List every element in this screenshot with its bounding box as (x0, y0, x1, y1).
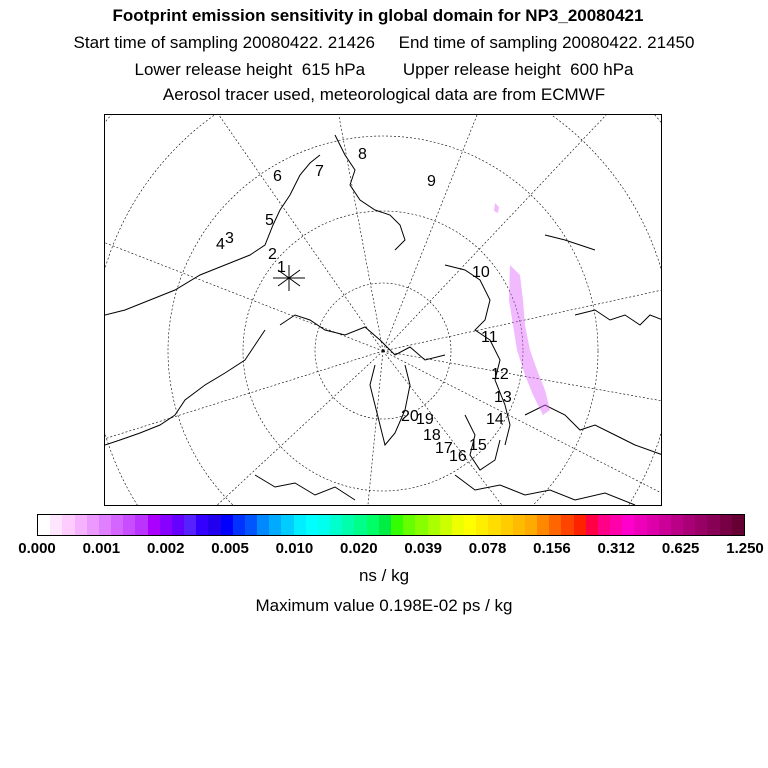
colorbar-segment (476, 515, 488, 535)
colorbar-segment (549, 515, 561, 535)
colorbar-segment (488, 515, 500, 535)
traj-label: 3 (225, 230, 234, 247)
colorbar-tick-label: 0.156 (533, 540, 571, 557)
traj-label: 12 (491, 366, 509, 383)
colorbar-segment (379, 515, 391, 535)
colorbar-segment (403, 515, 415, 535)
colorbar-segment (452, 515, 464, 535)
colorbar-segment (622, 515, 634, 535)
colorbar-segment (294, 515, 306, 535)
latitude-circles (105, 115, 662, 506)
traj-label: 11 (481, 329, 498, 346)
footprint-map (104, 114, 662, 506)
colorbar-tick-label: 0.039 (404, 540, 442, 557)
colorbar-segment (135, 515, 147, 535)
colorbar (37, 514, 745, 536)
traj-label: 17 (435, 440, 453, 457)
coastlines (105, 135, 662, 505)
colorbar-segment (428, 515, 440, 535)
traj-label: 14 (486, 411, 504, 428)
colorbar-segment (732, 515, 744, 535)
colorbar-segment (634, 515, 646, 535)
colorbar-segment (123, 515, 135, 535)
colorbar-segment (659, 515, 671, 535)
colorbar-segment (440, 515, 452, 535)
colorbar-segment (464, 515, 476, 535)
traj-label: 16 (449, 448, 467, 465)
sampling-time-line: Start time of sampling 20080422. 21426 End time of sampling 20080422. 21450 (73, 33, 695, 52)
colorbar-segment (574, 515, 586, 535)
colorbar-segment (257, 515, 269, 535)
colorbar-tick-label: 0.005 (211, 540, 249, 557)
colorbar-tick-label: 0.625 (661, 540, 700, 557)
colorbar-segment (330, 515, 342, 535)
colorbar-segment (354, 515, 366, 535)
colorbar-segment (610, 515, 622, 535)
traj-label: 7 (315, 163, 324, 180)
colorbar-segment (647, 515, 659, 535)
tracer-info-line: Aerosol tracer used, meteorological data are from ECMWF (162, 85, 606, 104)
colorbar-segment (75, 515, 87, 535)
traj-label: 13 (494, 389, 512, 406)
colorbar-tick-label: 0.000 (18, 540, 56, 557)
colorbar-segment (196, 515, 208, 535)
trajectory-labels (216, 146, 512, 465)
colorbar-segment (415, 515, 427, 535)
maximum-value: Maximum value 0.198E-02 ps / kg (255, 596, 513, 615)
traj-label: 18 (423, 427, 441, 444)
colorbar-segment (342, 515, 354, 535)
release-height-line: Lower release height 615 hPa Upper release height 600 hPa (134, 60, 634, 79)
traj-label: 6 (273, 168, 282, 185)
colorbar-tick-label: 0.002 (146, 540, 185, 557)
colorbar-segment (707, 515, 719, 535)
colorbar-segment (367, 515, 379, 535)
colorbar-segment (111, 515, 123, 535)
colorbar-tick-label: 0.312 (597, 540, 636, 557)
colorbar-segment (513, 515, 525, 535)
colorbar-segment (148, 515, 160, 535)
colorbar-tick-label: 0.001 (82, 540, 121, 557)
colorbar-segment (87, 515, 99, 535)
traj-label: 20 (401, 408, 419, 425)
meridian-lines (105, 115, 662, 506)
figure-title: Footprint emission sensitivity in global domain for NP3_20080421 (112, 6, 644, 25)
colorbar-segment (695, 515, 707, 535)
colorbar-tick-label: 0.020 (340, 540, 378, 557)
colorbar-segment (598, 515, 610, 535)
colorbar-segment (269, 515, 281, 535)
colorbar-segment (221, 515, 233, 535)
colorbar-segment (683, 515, 695, 535)
colorbar-segment (38, 515, 50, 535)
colorbar-segment (233, 515, 245, 535)
colorbar-segment (62, 515, 74, 535)
colorbar-segment (50, 515, 62, 535)
traj-label: 15 (469, 437, 487, 454)
traj-label: 4 (216, 236, 225, 253)
colorbar-segment (586, 515, 598, 535)
traj-label: 10 (472, 264, 490, 281)
colorbar-segment (99, 515, 111, 535)
traj-label: 2 (268, 246, 277, 263)
colorbar-segment (391, 515, 403, 535)
colorbar-segment (245, 515, 257, 535)
map-canvas (105, 115, 662, 506)
colorbar-tick-label: 1.250 (726, 540, 764, 557)
colorbar-segment (501, 515, 513, 535)
traj-label: 5 (265, 212, 274, 229)
colorbar-segment (184, 515, 196, 535)
colorbar-segment (172, 515, 184, 535)
colorbar-segment (318, 515, 330, 535)
colorbar-segment (306, 515, 318, 535)
traj-label: 19 (416, 411, 434, 428)
colorbar-segment (561, 515, 573, 535)
colorbar-segment (525, 515, 537, 535)
colorbar-segment (671, 515, 683, 535)
traj-label: 1 (277, 259, 286, 276)
colorbar-tick-label: 0.010 (275, 540, 314, 557)
footprint-shading (494, 203, 550, 415)
colorbar-units: ns / kg (358, 566, 410, 585)
traj-label: 8 (358, 146, 367, 163)
colorbar-tick-label: 0.078 (468, 540, 507, 557)
colorbar-segment (281, 515, 293, 535)
colorbar-segment (160, 515, 172, 535)
colorbar-segment (208, 515, 220, 535)
traj-label: 9 (427, 173, 436, 190)
colorbar-segment (537, 515, 549, 535)
colorbar-segment (720, 515, 732, 535)
